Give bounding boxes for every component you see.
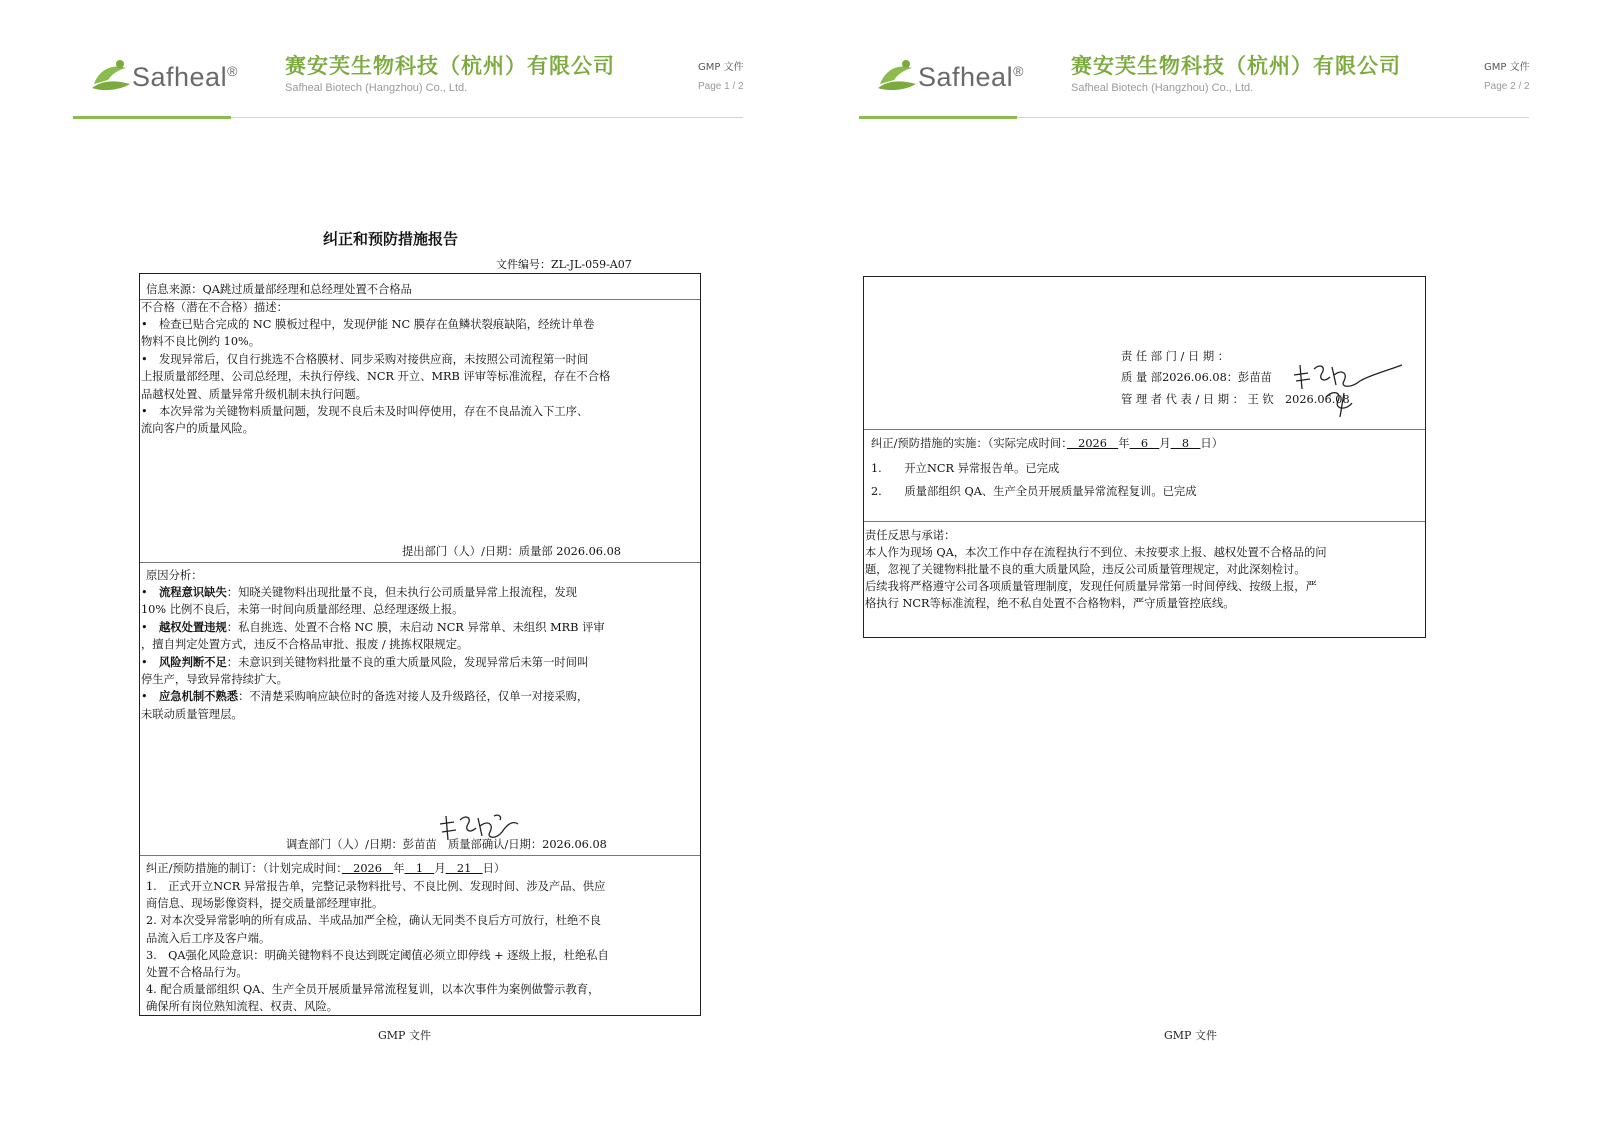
header-divider-accent xyxy=(859,116,1017,119)
nc-line: 流向客户的质量风险。 xyxy=(141,422,254,436)
logo-wordmark: Safheal® xyxy=(918,62,1024,92)
nc-line: 品越权处置、质量异常升级机制未执行问题。 xyxy=(141,387,367,401)
reflection-line: 题，忽视了关键物料批量不良的重大质量风险，违反公司质量管理规定，对此深刻检讨。 xyxy=(865,563,1306,576)
nc-line: 上报质量部经理、公司总经理，未执行停线、NCR 开立、MRB 评审等标准流程，存在不合格 xyxy=(141,370,611,384)
management-rep-signoff: 管 理 者 代 表 / 日 期 ： 王 钦 2026.06.08 xyxy=(1121,393,1350,406)
page-number: Page 1 / 2 xyxy=(698,81,744,92)
gmp-label: GMP 文件 xyxy=(698,62,744,73)
document-number: 文件编号：ZL-JL-059-A07 xyxy=(496,258,632,271)
gmp-label: GMP 文件 xyxy=(1484,62,1530,73)
cause-line: • 应急机制不熟悉：不清楚采购响应缺位时的备选对接人及升级路径，仅单一对接采购， xyxy=(141,689,589,704)
reflection-line: 格执行 NCR等标准流程，绝不私自处置不合格物料，严守质量管控底线。 xyxy=(865,597,1235,610)
plan-month: 1 xyxy=(404,862,435,875)
signature-image xyxy=(1290,357,1410,417)
nonconformance-title: 不合格（潜在不合格）描述： xyxy=(141,301,288,314)
page-number: Page 2 / 2 xyxy=(1484,81,1530,92)
company-logo xyxy=(876,58,1026,92)
cause-line: 未联动质量管理层。 xyxy=(141,707,243,721)
responsible-department-label: 责 任 部 门 / 日 期 ： xyxy=(1121,350,1230,363)
reflection-line: 本人作为现场 QA，本次工作中存在流程执行不到位、未按要求上报、越权处置不合格品的问 xyxy=(865,546,1327,559)
logo-leaf-icon xyxy=(876,58,920,92)
company-name-en: Safheal Biotech (Hangzhou) Co., Ltd. xyxy=(1071,82,1254,94)
header-divider-accent xyxy=(73,116,231,119)
company-name-cn: 赛安芙生物科技（杭州）有限公司 xyxy=(285,54,615,78)
cause-analysis-title: 原因分析： xyxy=(146,569,203,582)
company-name-en: Safheal Biotech (Hangzhou) Co., Ltd. xyxy=(285,82,468,94)
reflection-title: 责任反思与承诺： xyxy=(865,529,956,542)
plan-line: 3. QA强化风险意识：明确关键物料不良达到既定阈值必须立即停线 + 逐级上报，杜绝私自 xyxy=(146,948,609,962)
nc-line: • 发现异常后，仅自行挑选不合格膜材、同步采购对接供应商，未按照公司流程第一时间 xyxy=(141,352,589,366)
row-divider xyxy=(864,521,1425,522)
plan-line: 1. 正式开立NCR 异常报告单，完整记录物料批号、不良比例、发现时间、涉及产品、供应 xyxy=(146,880,606,893)
footer-gmp-label: GMP 文件 xyxy=(1164,1029,1217,1042)
plan-day: 21 xyxy=(445,862,483,875)
nc-line: • 本次异常为关键物料质量问题，发现不良后未及时叫停使用，存在不良品流入下工序、 xyxy=(141,405,589,418)
impl-day: 8 xyxy=(1170,437,1201,450)
cause-line: 10% 比例不良后，未第一时间向质量部经理、总经理逐级上报。 xyxy=(141,603,464,617)
report-table xyxy=(139,273,701,1016)
report-title: 纠正和预防措施报告 xyxy=(323,230,459,248)
cause-line: 停生产，导致异常持续扩大。 xyxy=(141,673,288,686)
company-logo xyxy=(90,58,240,92)
row-divider xyxy=(140,562,700,563)
impl-year: 2026 xyxy=(1066,437,1119,450)
row-divider xyxy=(864,429,1425,430)
company-name-cn: 赛安芙生物科技（杭州）有限公司 xyxy=(1071,54,1401,78)
implementation-item: 2. 质量部组织 QA、生产全员开展质量异常流程复训。已完成 xyxy=(871,485,1197,498)
plan-line: 商信息、现场影像资料，提交质量部经理审批。 xyxy=(146,897,384,911)
investigator-signoff: 调查部门（人）/日期：彭苗苗 质量部确认/日期：2026.06.08 xyxy=(286,838,607,851)
implementation-header: 纠正/预防措施的实施：（实际完成时间： 2026 年 6 月 8 日） xyxy=(871,437,1224,450)
reflection-line: 后续我将严格遵守公司各项质量管理制度，发现任何质量异常第一时间停线、按级上报，严 xyxy=(865,580,1317,593)
plan-header: 纠正/预防措施的制订：（计划完成时间： 2026 年 1 月 21 日） xyxy=(146,862,506,875)
nc-line: • 检查已贴合完成的 NC 膜板过程中，发现伊能 NC 膜存在鱼鳞状裂痕缺陷，经统计单卷 xyxy=(141,318,595,331)
proposer-signoff: 提出部门（人）/日期：质量部 2026.06.08 xyxy=(402,545,621,558)
implementation-item: 1. 开立NCR 异常报告单。已完成 xyxy=(871,462,1060,475)
cause-line: • 风险判断不足：未意识到关键物料批量不良的重大质量风险，发现异常后未第一时间叫 xyxy=(141,654,589,669)
logo-wordmark: Safheal® xyxy=(132,62,238,92)
cause-line: • 越权处置违规：私自挑选、处置不合格 NC 膜，未启动 NCR 异常单、未组织 MRB 评审 xyxy=(141,619,605,634)
cause-line: ，擅自判定处置方式，违反不合格品审批、报废 / 挑拣权限规定。 xyxy=(141,638,469,652)
plan-line: 处置不合格品行为。 xyxy=(146,966,248,979)
plan-year: 2026 xyxy=(341,862,394,875)
plan-line: 2. 对本次受异常影响的所有成品、半成品加严全检，确认无同类不良后方可放行，杜绝不良 xyxy=(146,914,601,928)
report-table-continued xyxy=(863,276,1426,638)
row-divider xyxy=(140,855,700,856)
info-source: 信息来源：QA跳过质量部经理和总经理处置不合格品 xyxy=(146,283,412,296)
cause-line: • 流程意识缺失：知晓关键物料出现批量不良，但未执行公司质量异常上报流程，发现 xyxy=(141,585,577,599)
impl-month: 6 xyxy=(1129,437,1160,450)
footer-gmp-label: GMP 文件 xyxy=(378,1029,431,1042)
plan-line: 4. 配合质量部组织 QA、生产全员开展质量异常流程复训，以本次事件为案例做警示教育， xyxy=(146,983,600,997)
document-page-2 xyxy=(786,0,1586,1131)
nc-line: 物料不良比例约 10%。 xyxy=(141,335,261,349)
logo-leaf-icon xyxy=(90,58,134,92)
quality-dept-signoff: 质 量 部2026.06.08：彭苗苗 xyxy=(1121,371,1272,384)
plan-line: 确保所有岗位熟知流程、权责、风险。 xyxy=(146,1000,339,1014)
plan-line: 品流入后工序及客户端。 xyxy=(146,931,271,945)
